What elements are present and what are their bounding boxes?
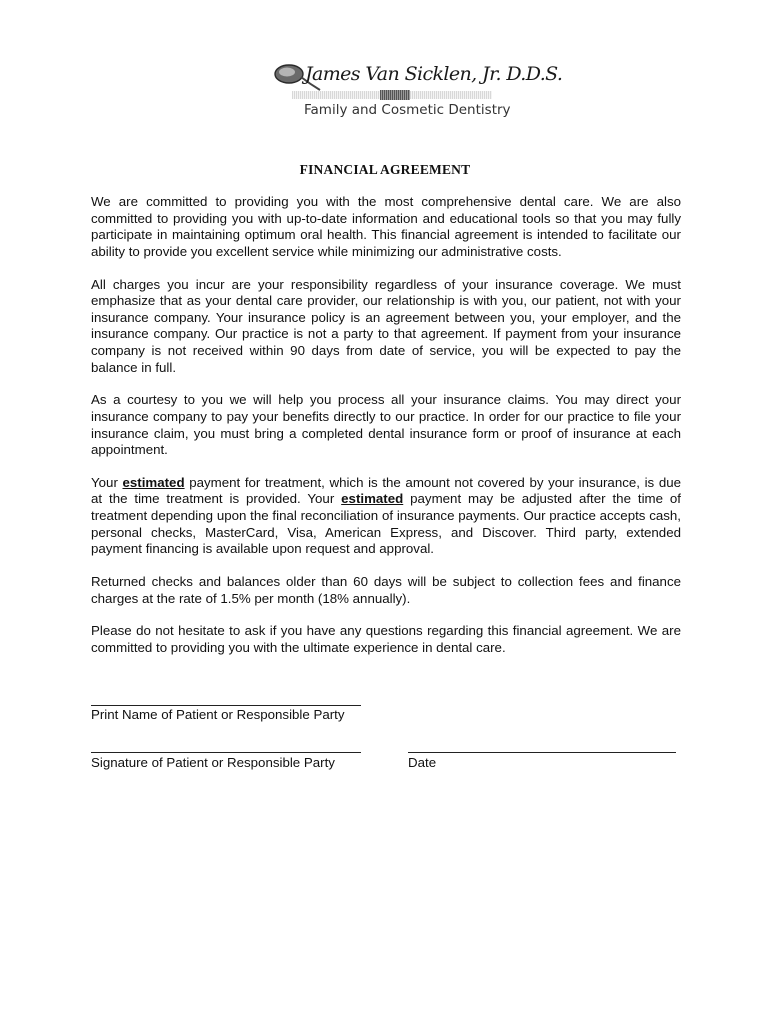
doctor-name: James Van Sicklen, Jr. D.D.S.: [305, 63, 563, 85]
practice-subtitle: Family and Cosmetic Dentistry: [304, 102, 511, 118]
document-title: FINANCIAL AGREEMENT: [299, 162, 471, 177]
paragraph-commitment: We are committed to providing you with the most comprehensive dental care. We are also committed to providing you with up-to-date information and educational tools so that you may fully participate in maintaining optimum oral health. This financial agreement is intended to facilitate our ability to provide you excellent service while minimizing our administrative costs.: [91, 194, 681, 259]
paragraph-insurance-claims: As a courtesy to you we will help you process all your insurance claims. You may direct your insurance company to pay your benefits directly to our practice. In order for our practice to file your insurance claim, you must bring a completed dental insurance form or proof of insurance at each appointment.: [91, 392, 681, 458]
paragraph-questions: Please do not hesitate to ask if you have any questions regarding this financial agreement. We are committed to providing you with the ultimate experience in dental care.: [91, 623, 681, 655]
text-segment: Your: [91, 474, 123, 490]
logo-handle-bar: [292, 91, 492, 99]
paragraph-estimated-payment: [91, 475, 681, 558]
paragraph-returned-checks: Returned checks and balances older than 60 days will be subject to collection fees and finance charges at the rate of 1.5% per month (18% annually).: [91, 574, 681, 606]
signature-line[interactable]: [91, 752, 361, 753]
letterhead: [272, 60, 563, 126]
date-label: Date: [408, 755, 437, 770]
print-name-line[interactable]: [91, 705, 361, 706]
agreement-body: [91, 194, 681, 673]
text-segment: payment may be adjusted after the time of treatment depending upon the final reconciliation of insurance payments. Our practice accepts cash, personal checks, MasterCard, Visa, American Express, and Discover. Third party, extended payment financing is available upon request and approval.: [91, 491, 681, 557]
signature-label: Signature of Patient or Responsible Party: [91, 755, 335, 770]
paragraph-responsibility: All charges you incur are your responsibility regardless of your insurance coverage. We must emphasize that as your dental care provider, our relationship is with you, our patient, not with your insurance company. Your insurance policy is an agreement between you, your employer, and the insurance company. Our practice is not a party to that agreement. If payment from your insurance company is not received within 90 days from date of service, you will be expected to pay the balance in full.: [91, 276, 681, 375]
print-name-label: Print Name of Patient or Responsible Party: [91, 707, 345, 722]
emphasis-estimated: estimated: [341, 491, 404, 507]
emphasis-estimated: estimated: [122, 474, 185, 490]
date-line[interactable]: [408, 752, 676, 753]
text-segment: payment for treatment, which is the amount not covered by your insurance, is due at the time treatment is provided. Your: [91, 474, 681, 507]
